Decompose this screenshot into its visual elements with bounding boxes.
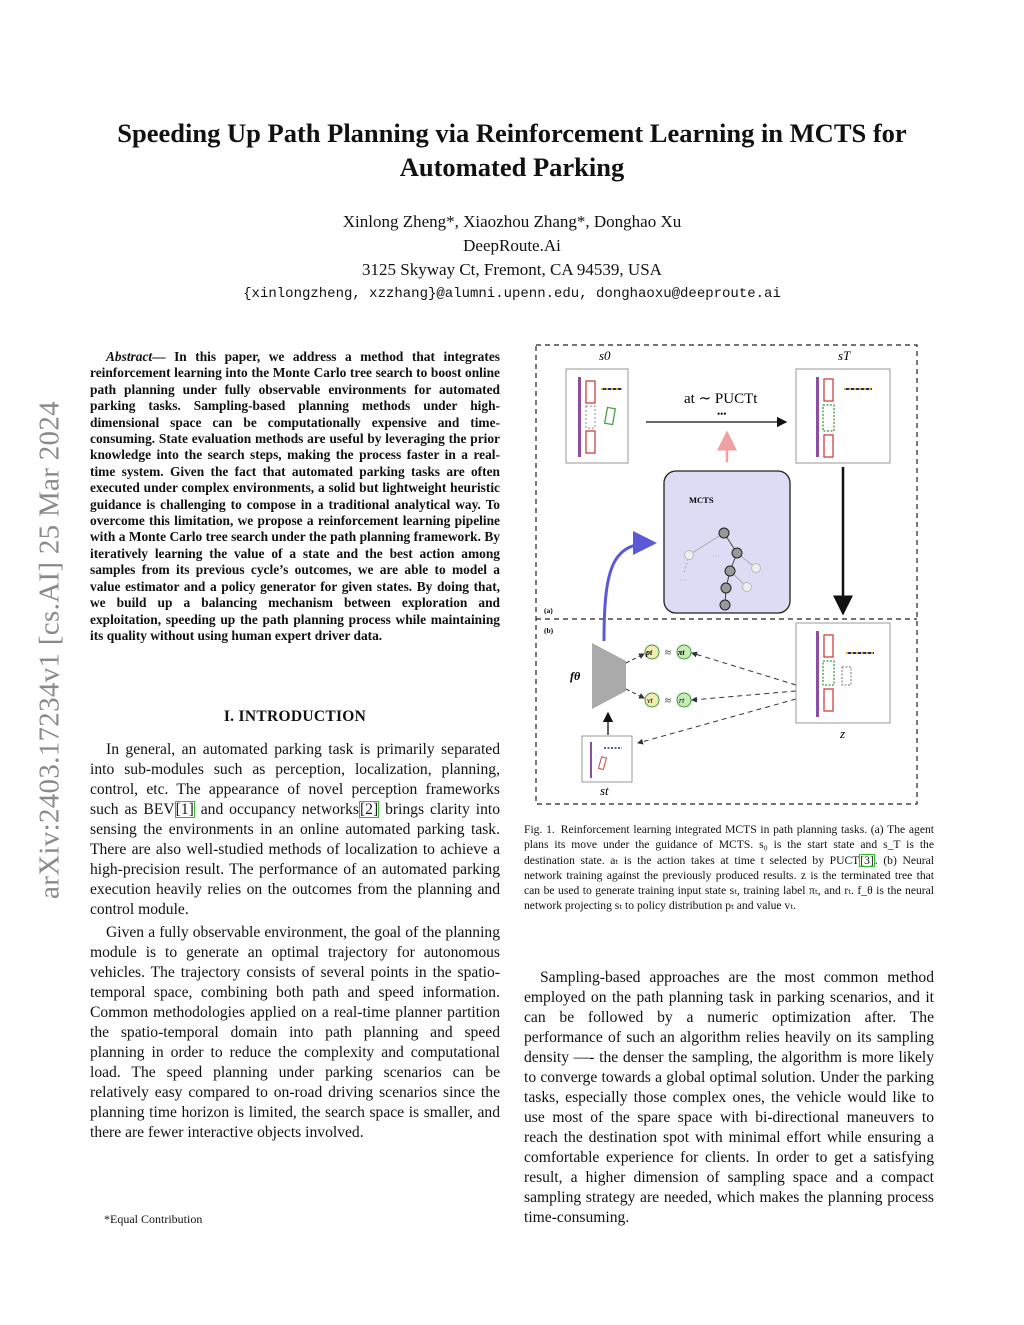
figure-1-diagram [534, 343, 919, 806]
caption-text-b: . (b) Neural network training against the previously produced results. z is the terminated tree that can be used to generate training input state sₜ, training label πₜ, and rₜ. f_θ is the neural network projecting sₜ to policy distribution pₜ and value vₜ. [524, 853, 934, 913]
label-approx-1: ≈ [665, 647, 672, 659]
terminated-tree-z-box [796, 623, 890, 723]
figure-1-caption [524, 822, 934, 914]
label-dots: ••• [717, 409, 727, 419]
intro-paragraph-3: Sampling-based approaches are the most common method employed on the path planning task in parking scenarios, and it can be followed by a numeric optimization after. The performance of such an algorithm relies heavily on its sampling density —- the denser the sampling, the algorithm is more likely to converge towards a global optimal solution. Under the parking tasks, especially those complex ones, the vehicle would like to use most of the spare space with bi-directional maneuvers to reach the destination spot with minimal effort while ensuring a comfortable experience for clients. In order to get a satisfying result, a higher dimension of sampling space and a compact sampling strategy are needed, which makes the planning process time-consuming. [524, 969, 934, 1226]
z-curb [816, 631, 819, 717]
tree-ellipsis: ··· [679, 576, 687, 585]
label-mcts: MCTS [689, 495, 714, 505]
label-st: st [600, 783, 609, 798]
label-approx-2: ≈ [665, 695, 672, 707]
sT-curb [816, 377, 819, 457]
tree-ellipsis: ··· [712, 552, 720, 561]
network-to-mcts-arrow [604, 543, 654, 641]
neural-network-shape [592, 643, 626, 709]
label-sT: sT [838, 348, 851, 363]
label-pit: πt [678, 648, 685, 657]
left-column [90, 740, 500, 1143]
intro-p1-text-c: brings clarity into sensing the environments in an online automated parking task. There are also well-studied methods of localization to achieve a high-precision result. The performance of an automated parking execution heavily relies on the outcomes from the planning and control module. [90, 801, 500, 918]
tree-node-faded [743, 583, 752, 592]
label-section-b: (b) [544, 626, 554, 635]
intro-p1-text-a: In general, an automated parking task is primarily separated into sub-modules such as perception, localization, planning, control, etc. The appearance of novel perception frameworks such as BEV [90, 741, 500, 818]
author-affiliation: DeepRoute.Ai [463, 236, 561, 255]
label-rt: rt [679, 696, 685, 705]
label-f-theta: fθ [570, 669, 581, 683]
caption-text-a: Reinforcement learning integrated MCTS in path planning tasks. (a) The agent plans its move under the guidance of MCTS. s₀ is the start state and s_T is the destination state. aₜ is the action takes at time t selected by PUCT [524, 823, 934, 867]
footnote-equal-contribution: *Equal Contribution [104, 1212, 203, 1226]
intro-p1-text-b: and occupancy networks [194, 801, 359, 818]
right-column [524, 968, 934, 1228]
tree-node-faded [752, 564, 761, 573]
author-block [80, 210, 944, 306]
paper-title: Speeding Up Path Planning via Reinforcement Learning in MCTS for Automated Parking [117, 118, 907, 182]
z-state-dashed [638, 699, 796, 743]
st-curb [590, 742, 592, 778]
tree-node [732, 548, 742, 558]
citation-link-2[interactable]: [2] [359, 801, 379, 818]
label-pt: pt [646, 648, 653, 657]
state-sT-box [796, 369, 890, 463]
abstract-label: Abstract [106, 349, 153, 364]
arxiv-identifier-stamp [30, 350, 70, 950]
citation-link-3[interactable]: [3] [860, 853, 874, 867]
label-z: z [840, 726, 846, 741]
state-s0-box [566, 369, 628, 463]
state-st-box [582, 736, 632, 782]
network-value-dashed [626, 689, 644, 698]
author-names: Xinlong Zheng*, Xiaozhou Zhang*, Donghao Xu [342, 212, 682, 231]
network-policy-dashed [626, 654, 644, 663]
tree-node [719, 528, 729, 538]
tree-node [721, 583, 731, 593]
label-action: at ∼ PUCTt [684, 391, 758, 407]
tree-node [720, 600, 730, 610]
tree-node [725, 566, 735, 576]
citation-link-1[interactable]: [1] [175, 801, 194, 818]
caption-label: Fig. 1. [524, 823, 555, 836]
author-emails: {xinlongzheng, xzzhang}@alumni.upenn.edu, donghaoxu@deeproute.ai [243, 286, 781, 302]
label-vt: vt [647, 696, 653, 705]
abstract-text: In this paper, we address a method that integrates reinforcement learning into the Monte Carlo tree search to boost online path planning under fully observable environments for automated parking tasks. Sampling-based planning methods under high-dimensional space can be computationally expensive and time-consuming. State evaluation methods are useful by leveraging the prior knowledge into the search steps, making the process faster in a real-time system. Given the fact that automated parking tasks are often executed under complex environments, a solid but lightweight heuristic guidance is challenging to compose in a traditional analytical way. To overcome this limitation, we propose a reinforcement learning pipeline with a Monte Carlo tree search under the path planning framework. By iteratively learning the value of a state and the best action among samples from its previous cycle’s outcomes, we are able to model a value estimator and a policy generator for given states. By doing that, we build up a balancing mechanism between exploration and exploitation, speeding up the path planning process while maintaining its quality without using human expert driver data. [90, 349, 500, 643]
label-section-a: (a) [544, 606, 553, 615]
abstract: Abstract— In this paper, we address a method that integrates reinforcement learning into the Monte Carlo tree search to boost online path planning under fully observable environments for automated parking tasks. Sampling-based planning methods under high-dimensional space can be computationally expensive and time-consuming. State evaluation methods are useful by leveraging the prior knowledge into the search steps, making the process faster in a real-time system. Given the fact that automated parking tasks are often executed under complex environments, a solid but lightweight heuristic guidance is challenging to compose in a traditional analytical way. To overcome this limitation, we propose a reinforcement learning pipeline with a Monte Carlo tree search under the path planning framework. By iteratively learning the value of a state and the best action among samples from its previous cycle’s outcomes, we are able to model a value estimator and a policy generator for given states. By doing that, we build up a balancing mechanism between exploration and exploitation, speeding up the path planning process while maintaining its quality without using human expert driver data. [90, 349, 500, 643]
arxiv-id-text: arXiv:2403.17234v1 [cs.AI] 25 Mar 2024 [33, 401, 66, 899]
label-s0: s0 [599, 348, 611, 363]
s0-curb [578, 377, 581, 457]
z-value-dashed [692, 691, 796, 700]
intro-paragraph-1 [90, 740, 500, 920]
section-heading-introduction: I. INTRODUCTION [223, 708, 367, 725]
intro-paragraph-2: Given a fully observable environment, the goal of the planning module is to generate an optimal trajectory for autonomous vehicles. The trajectory consists of several points in the spatio-temporal space, combining both path and speed information. Common methodologies applied on a real-time planner partition the spatio-temporal domain into path planning and speed planning in order to reduce the complexity and computational load. The speed planning under parking scenarios can be relatively easy compared to on-road driving scenarios since the planning time horizon is limited, the search space is smaller, and there are fewer interactive objects involved. [90, 924, 500, 1141]
author-address: 3125 Skyway Ct, Fremont, CA 94539, USA [362, 260, 662, 279]
tree-node-faded [685, 551, 694, 560]
z-policy-dashed [692, 653, 796, 685]
